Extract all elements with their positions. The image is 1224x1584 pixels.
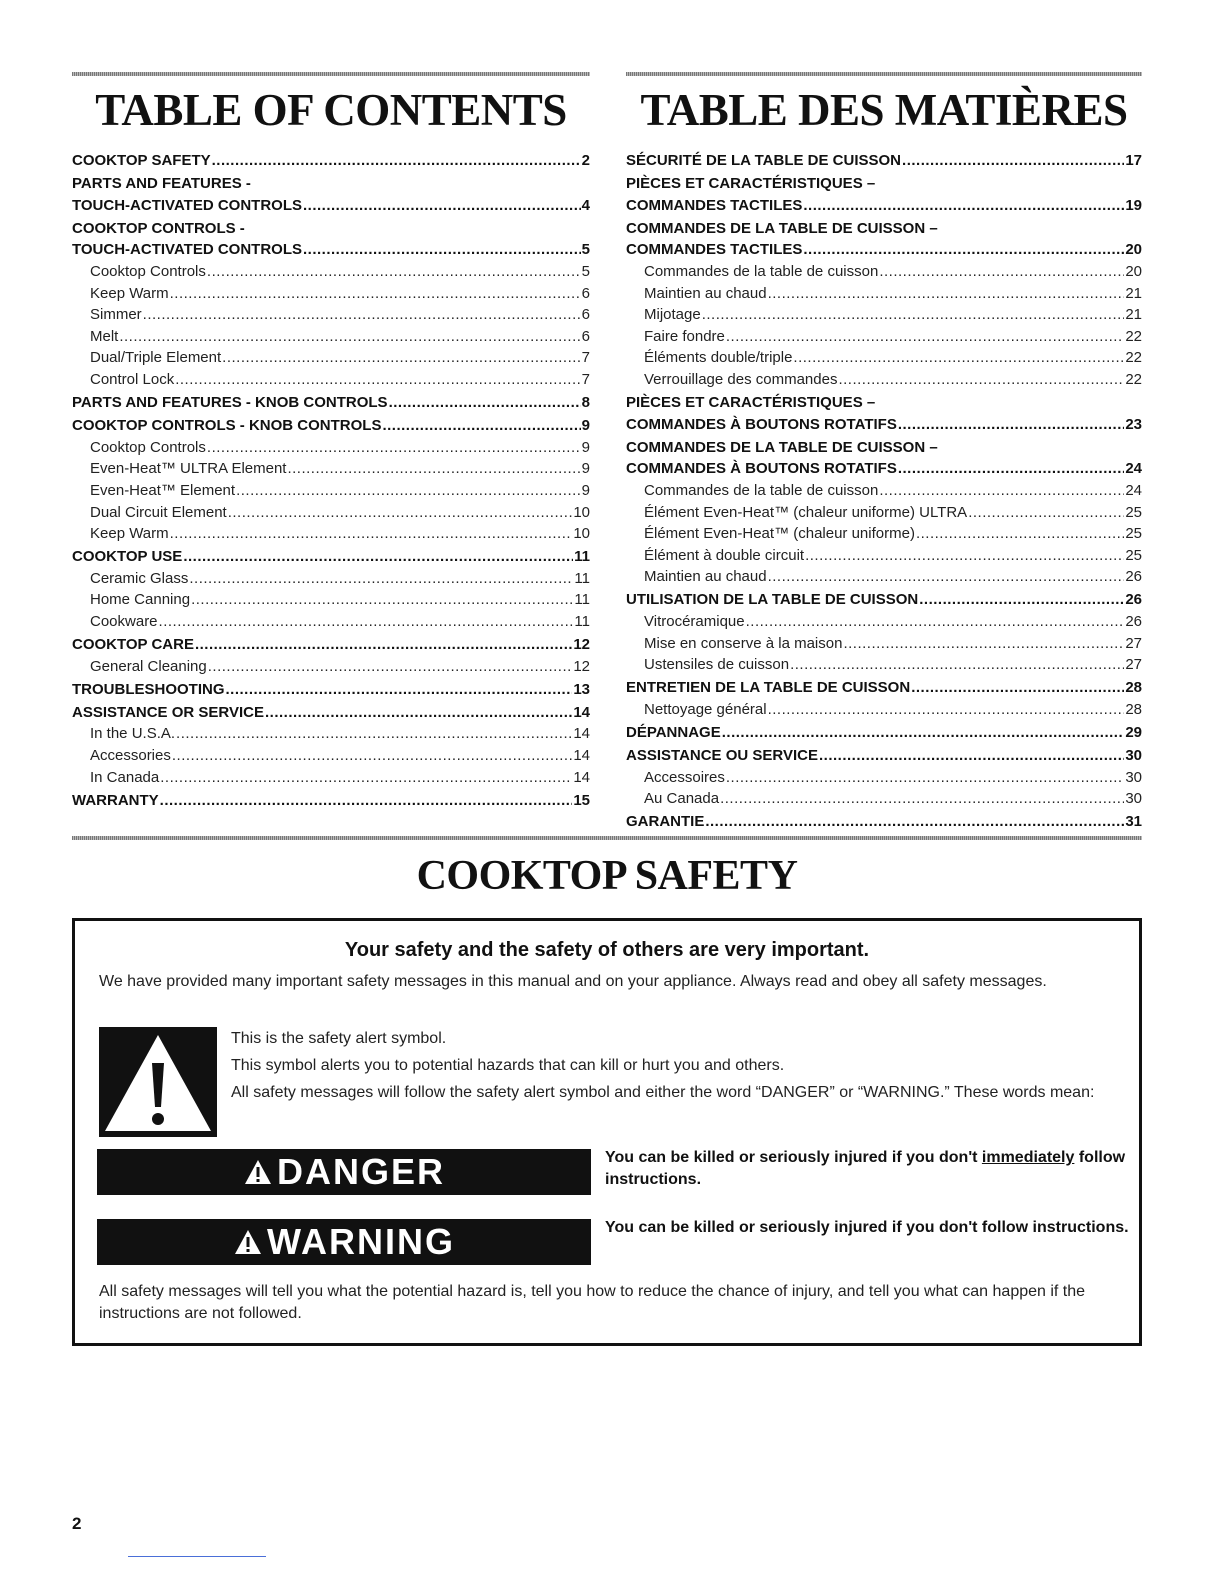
- danger-label: DANGER: [276, 1151, 445, 1192]
- toc-leader-dots: [722, 722, 1125, 744]
- toc-page-number: 28: [1125, 679, 1142, 697]
- toc-page-number: 22: [1125, 327, 1142, 345]
- toc-entry[interactable]: [72, 283, 590, 305]
- toc-page-number: 11: [574, 569, 590, 587]
- toc-page-number: 21: [1125, 284, 1142, 302]
- toc-entry-title: Commandes de la table de cuisson: [644, 262, 879, 280]
- toc-entry[interactable]: [72, 502, 590, 524]
- toc-leader-dots: [236, 480, 581, 502]
- safety-box: [72, 918, 1142, 1346]
- toc-leader-dots: [968, 502, 1124, 524]
- toc-entry[interactable]: [626, 589, 1142, 611]
- toc-leader-dots: [902, 150, 1124, 172]
- toc-entry-title: COOKTOP CARE: [72, 636, 194, 654]
- toc-entry-title: Dual/Triple Element: [90, 349, 222, 367]
- toc-page-number: 6: [581, 284, 590, 302]
- toc-entry[interactable]: [72, 392, 590, 414]
- toc-leader-dots: [265, 702, 572, 724]
- toc-entry[interactable]: [626, 745, 1142, 767]
- toc-entry-title: ENTRETIEN DE LA TABLE DE CUISSON: [626, 679, 911, 697]
- toc-leader-dots: [768, 699, 1125, 721]
- toc-list-en: [72, 150, 590, 811]
- toc-entry[interactable]: [72, 173, 590, 216]
- toc-page-number: 22: [1125, 370, 1142, 388]
- toc-entry-title: Verrouillage des commandes: [644, 370, 838, 388]
- toc-entry-title: COMMANDES À BOUTONS ROTATIFS: [626, 415, 897, 433]
- toc-page-number: 12: [573, 636, 590, 654]
- toc-page-number: 4: [581, 196, 590, 214]
- toc-leader-dots: [191, 589, 573, 611]
- toc-entry[interactable]: [626, 699, 1142, 721]
- toc-entry-title: Cookware: [90, 612, 158, 630]
- toc-page-number: 12: [573, 657, 590, 675]
- warning-label: WARNING: [267, 1221, 455, 1262]
- toc-entry-title: Cooktop Controls: [90, 262, 206, 280]
- toc-page-number: 24: [1125, 460, 1142, 478]
- toc-entry[interactable]: [626, 633, 1142, 655]
- toc-entry[interactable]: [626, 437, 1142, 480]
- toc-leader-dots: [726, 326, 1124, 348]
- danger-alert-icon: [243, 1158, 273, 1186]
- toc-entry-title: Melt: [90, 327, 119, 345]
- toc-entry-title: SÉCURITÉ DE LA TABLE DE CUISSON: [626, 152, 902, 169]
- toc-entry-heading: PARTS AND FEATURES -: [72, 175, 251, 193]
- toc-page-number: 14: [573, 747, 590, 765]
- toc-entry-title: Nettoyage général: [644, 700, 767, 718]
- toc-entry[interactable]: [626, 304, 1142, 326]
- toc-leader-dots: [176, 723, 572, 745]
- toc-leader-dots: [726, 767, 1124, 789]
- toc-entry[interactable]: [72, 656, 590, 678]
- toc-leader-dots: [702, 304, 1125, 326]
- toc-entry-title: Élément à double circuit: [644, 546, 805, 564]
- toc-leader-dots: [843, 633, 1124, 655]
- toc-entry[interactable]: [72, 415, 590, 437]
- toc-entry[interactable]: [626, 788, 1142, 810]
- toc-page-number: 9: [581, 460, 590, 478]
- toc-entry[interactable]: [72, 767, 590, 789]
- toc-page-number: 30: [1125, 790, 1142, 808]
- toc-entry-title: Au Canada: [644, 790, 720, 808]
- toc-entry[interactable]: [72, 218, 590, 261]
- top-rule-left: [72, 72, 590, 76]
- toc-leader-dots: [803, 195, 1124, 217]
- toc-leader-dots: [879, 480, 1124, 502]
- toc-entry[interactable]: [72, 611, 590, 633]
- toc-entry[interactable]: [72, 723, 590, 745]
- toc-leader-dots: [189, 568, 573, 590]
- toc-entry-heading: COMMANDES DE LA TABLE DE CUISSON –: [626, 219, 938, 237]
- toc-entry-title: Keep Warm: [90, 284, 169, 302]
- toc-entry-title: GARANTIE: [626, 813, 705, 831]
- toc-leader-dots: [119, 326, 580, 348]
- toc-page-number: 23: [1125, 415, 1142, 433]
- toc-leader-dots: [183, 546, 573, 568]
- page-number: 2: [72, 1514, 82, 1533]
- alert-explanation: [231, 1029, 1111, 1110]
- toc-leader-dots: [159, 611, 574, 633]
- toc-leader-dots: [919, 589, 1124, 611]
- toc-leader-dots: [303, 239, 581, 261]
- toc-leader-dots: [911, 677, 1124, 699]
- danger-signal-bar: [97, 1149, 591, 1195]
- toc-page-number: 19: [1125, 196, 1142, 214]
- toc-page-number: 28: [1125, 700, 1142, 718]
- toc-entry[interactable]: [72, 679, 590, 701]
- toc-page-number: 30: [1125, 747, 1142, 765]
- toc-page-number: 21: [1125, 306, 1142, 324]
- toc-entry-title: Simmer: [90, 306, 142, 324]
- toc-page-number: 6: [581, 327, 590, 345]
- toc-leader-dots: [222, 347, 580, 369]
- toc-leader-dots: [720, 788, 1124, 810]
- toc-leader-dots: [793, 347, 1124, 369]
- toc-entry[interactable]: [72, 702, 590, 724]
- toc-page-number: 22: [1125, 349, 1142, 367]
- toc-entry[interactable]: [72, 634, 590, 656]
- toc-leader-dots: [172, 745, 572, 767]
- toc-entry-title: WARRANTY: [72, 791, 159, 809]
- toc-page-number: 24: [1125, 481, 1142, 499]
- toc-entry[interactable]: [626, 767, 1142, 789]
- toc-entry-title: Faire fondre: [644, 327, 725, 345]
- toc-entry[interactable]: [626, 502, 1142, 524]
- toc-entry-title: TOUCH-ACTIVATED CONTROLS: [72, 241, 302, 259]
- toc-entry-title: Ustensiles de cuisson: [644, 656, 790, 674]
- toc-leader-dots: [143, 304, 581, 326]
- toc-leader-dots: [303, 195, 581, 217]
- toc-page-number: 26: [1125, 612, 1142, 630]
- toc-entry-title: TOUCH-ACTIVATED CONTROLS: [72, 196, 302, 214]
- toc-leader-dots: [170, 283, 581, 305]
- toc-page-number: 9: [581, 438, 590, 456]
- toc-entry-title: COMMANDES À BOUTONS ROTATIFS: [626, 460, 897, 478]
- toc-entry[interactable]: [626, 480, 1142, 502]
- toc-leader-dots: [705, 811, 1124, 833]
- toc-leader-dots: [389, 392, 581, 414]
- toc-page-number: 7: [581, 370, 590, 388]
- toc-entry-title: COOKTOP CONTROLS - KNOB CONTROLS: [72, 417, 382, 435]
- toc-entry-title: In the U.S.A.: [90, 725, 176, 743]
- toc-page-number: 26: [1125, 591, 1142, 609]
- toc-entry-title: Maintien au chaud: [644, 568, 767, 586]
- toc-entry[interactable]: [72, 261, 590, 283]
- toc-entry[interactable]: [626, 523, 1142, 545]
- toc-page-number: 5: [581, 241, 590, 259]
- toc-entry-title: Even-Heat™ ULTRA Element: [90, 460, 287, 478]
- toc-page-number: 31: [1125, 813, 1142, 831]
- toc-list-fr: [626, 150, 1142, 833]
- toc-leader-dots: [768, 283, 1125, 305]
- toc-leader-dots: [803, 239, 1124, 261]
- toc-entry[interactable]: [626, 218, 1142, 261]
- toc-entry-heading: PIÈCES ET CARACTÉRISTIQUES –: [626, 175, 876, 193]
- toc-leader-dots: [790, 654, 1124, 676]
- toc-entry[interactable]: [72, 347, 590, 369]
- toc-leader-dots: [898, 458, 1124, 480]
- toc-page-number: 2: [581, 152, 590, 169]
- toc-page-number: 8: [581, 394, 590, 412]
- toc-leader-dots: [160, 790, 573, 812]
- toc-french: [626, 72, 1142, 833]
- toc-entry[interactable]: [626, 566, 1142, 588]
- toc-entry-title: TROUBLESHOOTING: [72, 680, 225, 698]
- toc-entry-title: Cooktop Controls: [90, 438, 206, 456]
- warning-signal-bar: [97, 1219, 591, 1265]
- toc-entry[interactable]: [626, 611, 1142, 633]
- toc-page-number: 9: [581, 417, 590, 435]
- toc-entry-title: Keep Warm: [90, 525, 169, 543]
- toc-page-number: 6: [581, 306, 590, 324]
- toc-entry[interactable]: [626, 326, 1142, 348]
- toc-leader-dots: [226, 679, 573, 701]
- toc-leader-dots: [805, 545, 1124, 567]
- toc-entry[interactable]: [72, 790, 590, 812]
- toc-title-en: TABLE OF CONTENTS: [95, 85, 567, 135]
- toc-leader-dots: [819, 745, 1124, 767]
- toc-page-number: 13: [573, 680, 590, 698]
- toc-leader-dots: [175, 369, 580, 391]
- toc-entry[interactable]: [626, 654, 1142, 676]
- toc-entry[interactable]: [626, 392, 1142, 435]
- toc-entry-title: Dual Circuit Element: [90, 503, 227, 521]
- toc-page-number: 20: [1125, 262, 1142, 280]
- toc-entry[interactable]: [72, 589, 590, 611]
- toc-entry-title: Vitrocéramique: [644, 612, 745, 630]
- toc-entry-title: COMMANDES TACTILES: [626, 196, 803, 214]
- alert-line-3: All safety messages will follow the safety alert symbol and either the word “DANGER” or “WARNING.” These words mean:: [231, 1084, 1095, 1101]
- toc-leader-dots: [207, 437, 581, 459]
- warning-alert-icon: [233, 1228, 263, 1256]
- toc-entry[interactable]: [72, 458, 590, 480]
- toc-entry-title: Éléments double/triple: [644, 349, 793, 367]
- toc-page-number: 11: [574, 548, 590, 566]
- toc-entry-title: COOKTOP USE: [72, 548, 183, 566]
- toc-entry[interactable]: [72, 369, 590, 391]
- toc-entry[interactable]: [72, 437, 590, 459]
- toc-page-number: 25: [1125, 525, 1142, 543]
- toc-page-number: 27: [1125, 656, 1142, 674]
- toc-entry[interactable]: [626, 811, 1142, 833]
- toc-entry[interactable]: [626, 369, 1142, 391]
- toc-entry[interactable]: [626, 677, 1142, 699]
- toc-entry-title: ASSISTANCE OR SERVICE: [72, 703, 264, 721]
- toc-entry[interactable]: [626, 283, 1142, 305]
- toc-entry-title: ASSISTANCE OU SERVICE: [626, 747, 818, 765]
- toc-entry[interactable]: [626, 545, 1142, 567]
- toc-entry-title: Home Canning: [90, 591, 191, 609]
- toc-leader-dots: [916, 523, 1124, 545]
- toc-leader-dots: [898, 414, 1124, 436]
- toc-page-number: 11: [574, 612, 590, 630]
- toc-entry-title: Maintien au chaud: [644, 284, 767, 302]
- toc-entry[interactable]: [72, 546, 590, 568]
- toc-entry-title: General Cleaning: [90, 657, 207, 675]
- toc-entry-heading: COOKTOP CONTROLS -: [72, 219, 245, 237]
- section-title: COOKTOP SAFETY: [416, 853, 798, 899]
- toc-entry-title: In Canada: [90, 768, 160, 786]
- toc-title-fr: TABLE DES MATIÈRES: [640, 85, 1128, 135]
- toc-page-number: 10: [573, 525, 590, 543]
- toc-leader-dots: [195, 634, 572, 656]
- danger-description: You can be killed or seriously injured if you don't immediately follow instructions.: [605, 1149, 1126, 1188]
- toc-page-number: 7: [581, 349, 590, 367]
- bottom-rule: [128, 1556, 266, 1557]
- toc-page-number: 30: [1125, 768, 1142, 786]
- safety-intro: We have provided many important safety messages in this manual and on your appliance. Always read and obey all safety messages.: [99, 973, 1047, 990]
- toc-entry-heading: PIÈCES ET CARACTÉRISTIQUES –: [626, 394, 876, 412]
- toc-entry-title: Élément Even-Heat™ (chaleur uniforme) ULTRA: [644, 503, 968, 521]
- toc-entry-title: Accessories: [90, 747, 171, 765]
- toc-entry-title: Élément Even-Heat™ (chaleur uniforme): [644, 525, 915, 543]
- toc-entry-title: COMMANDES TACTILES: [626, 241, 803, 259]
- toc-leader-dots: [382, 415, 580, 437]
- toc-entry[interactable]: [72, 568, 590, 590]
- toc-entry[interactable]: [72, 150, 590, 172]
- toc-leader-dots: [212, 150, 581, 172]
- toc-entry-title: Accessoires: [644, 768, 725, 786]
- toc-leader-dots: [207, 261, 581, 283]
- top-rule-right: [626, 72, 1142, 76]
- toc-leader-dots: [160, 767, 572, 789]
- alert-line-2: This symbol alerts you to potential hazards that can kill or hurt you and others.: [231, 1057, 785, 1074]
- toc-entry-title: Mise en conserve à la maison: [644, 634, 843, 652]
- toc-entry[interactable]: [72, 745, 590, 767]
- safety-headline: Your safety and the safety of others are very important.: [344, 939, 870, 961]
- toc-leader-dots: [768, 566, 1125, 588]
- alert-line-1: This is the safety alert symbol.: [231, 1030, 447, 1047]
- toc-page-number: 15: [573, 791, 590, 809]
- toc-entry-title: Commandes de la table de cuisson: [644, 481, 879, 499]
- toc-entry-title: PARTS AND FEATURES - KNOB CONTROLS: [72, 394, 388, 412]
- toc-page-number: 10: [573, 503, 590, 521]
- toc-entry[interactable]: [626, 722, 1142, 744]
- toc-leader-dots: [228, 502, 573, 524]
- toc-entry-title: Control Lock: [90, 370, 175, 388]
- toc-page-number: 14: [573, 703, 590, 721]
- toc-entry[interactable]: [626, 347, 1142, 369]
- toc-page-number: 20: [1125, 241, 1142, 259]
- toc-entry-title: Ceramic Glass: [90, 569, 189, 587]
- toc-page-number: 25: [1125, 503, 1142, 521]
- toc-leader-dots: [838, 369, 1124, 391]
- toc-entry-title: Even-Heat™ Element: [90, 481, 236, 499]
- toc-leader-dots: [208, 656, 573, 678]
- toc-leader-dots: [879, 261, 1124, 283]
- toc-entry-title: Mijotage: [644, 306, 701, 324]
- safety-footer: All safety messages will tell you what the potential hazard is, tell you how to reduce the chance of injury, and tell you what can happen if the instructions are not followed.: [99, 1283, 1086, 1322]
- toc-entry[interactable]: [72, 523, 590, 545]
- toc-entry[interactable]: [72, 480, 590, 502]
- toc-page-number: 14: [573, 768, 590, 786]
- toc-english: [72, 72, 590, 811]
- section-divider: [72, 836, 1142, 840]
- toc-page-number: 5: [581, 262, 590, 280]
- toc-page-number: 9: [581, 481, 590, 499]
- toc-entry-heading: COMMANDES DE LA TABLE DE CUISSON –: [626, 438, 938, 456]
- warning-description: You can be killed or seriously injured if you don't follow instructions.: [605, 1219, 1129, 1236]
- toc-entry-title: DÉPANNAGE: [626, 723, 721, 741]
- toc-entry[interactable]: [626, 261, 1142, 283]
- toc-entry[interactable]: [626, 173, 1142, 216]
- toc-entry-title: COOKTOP SAFETY: [72, 152, 211, 169]
- toc-leader-dots: [170, 523, 573, 545]
- toc-page-number: 14: [573, 725, 590, 743]
- toc-entry[interactable]: [72, 304, 590, 326]
- toc-page-number: 26: [1125, 568, 1142, 586]
- toc-entry[interactable]: [72, 326, 590, 348]
- toc-page-number: 25: [1125, 546, 1142, 564]
- toc-page-number: 27: [1125, 634, 1142, 652]
- toc-page-number: 29: [1125, 723, 1142, 741]
- toc-entry-title: UTILISATION DE LA TABLE DE CUISSON: [626, 591, 919, 609]
- toc-entry[interactable]: [626, 150, 1142, 172]
- toc-page-number: 11: [574, 591, 590, 609]
- safety-alert-triangle-icon: [99, 1027, 217, 1137]
- toc-page-number: 17: [1125, 152, 1142, 169]
- toc-leader-dots: [746, 611, 1125, 633]
- toc-leader-dots: [287, 458, 580, 480]
